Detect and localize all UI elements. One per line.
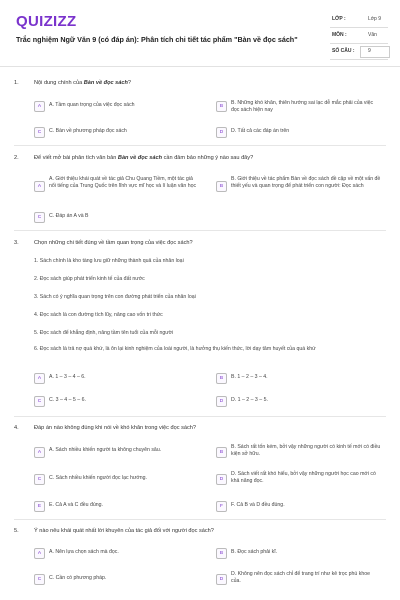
- option-letter-box: D: [216, 574, 227, 585]
- statement-4: 4. Đọc sách là con đường tích lũy, nâng cao vốn tri thức: [34, 312, 163, 318]
- option-letter-box: D: [216, 127, 227, 138]
- quiz-meta-table: [330, 12, 388, 60]
- question-text: Chọn những chi tiết đúng về tầm quan trọng của việc đọc sách?: [34, 240, 193, 246]
- option-text: A. Nên lựa chọn sách mà đọc.: [49, 549, 119, 555]
- question-text: Nội dung chính của Bàn về đọc sách?: [34, 80, 132, 86]
- option-text: B. Giới thiệu về tác phẩm Bàn về đọc sách đề cập về một vấn đề thiết yếu và quan trọng để phát triển con người: Đọc sách: [231, 176, 381, 189]
- option-text: D. Không nên đọc sách chỉ để trang trí như kẻ trọc phú khoe của.: [231, 571, 371, 584]
- question-number: 3.: [14, 240, 19, 246]
- option-letter-box: E: [34, 501, 45, 512]
- option-text: D. 1 – 2 – 3 – 5.: [231, 397, 268, 403]
- statement-6: 6. Đọc sách là trả nợ quá khứ, là ôn lại kinh nghiệm của loài người, là hưởng thụ kiến thức, lời dạy tâm huyết của quá khứ: [34, 346, 316, 352]
- meta-value: Lớp 9: [368, 16, 382, 22]
- option-letter-box: F: [216, 501, 227, 512]
- option-letter-box: D: [216, 474, 227, 485]
- meta-row-class: [330, 12, 388, 28]
- statement-2: 2. Đọc sách giúp phát triển kinh tế của đất nước: [34, 276, 145, 282]
- option-letter-box: C: [34, 396, 45, 407]
- meta-label: LỚP :: [332, 16, 346, 22]
- meta-row-question-count: [330, 44, 388, 60]
- question-number: 1.: [14, 80, 19, 86]
- option-letter-box: A: [34, 181, 45, 192]
- option-letter-box: B: [216, 373, 227, 384]
- option-text: D. Tất cả các đáp án trên: [231, 128, 290, 134]
- option-letter-box: A: [34, 447, 45, 458]
- question-number: 2.: [14, 155, 19, 161]
- option-text: A. 1 – 3 – 4 – 6.: [49, 374, 86, 380]
- statement-1: 1. Sách chính là kho tàng lưu giữ những thành quả của nhân loại: [34, 258, 184, 264]
- option-text: C. 3 – 4 – 5 – 6.: [49, 397, 86, 403]
- option-letter-box: B: [216, 181, 227, 192]
- quizizz-logo[interactable]: QUIZIZZ: [16, 13, 77, 30]
- meta-value: Văn: [368, 32, 377, 38]
- option-letter-box: A: [34, 101, 45, 112]
- meta-label: SỐ CÂU :: [332, 48, 355, 54]
- question-divider: [14, 230, 386, 231]
- option-letter-box: C: [34, 127, 45, 138]
- option-text: F. Cả B và D đều đúng.: [231, 502, 285, 508]
- statement-5: 5. Đọc sách để khẳng định, nâng tầm tên tuổi của mỗi người: [34, 330, 174, 336]
- option-text: A. Giới thiệu khái quát về tác giả Chu Quang Tiềm, một tác giả nổi tiếng của Trung Quốc trên lĩnh vực mĩ học và lí luận văn học: [49, 176, 197, 189]
- page-header: [0, 0, 400, 66]
- option-letter-box: B: [216, 447, 227, 458]
- option-text: C. Bàn về phương pháp đọc sách: [49, 128, 127, 134]
- option-text: B. Sách rất tốn kém, bởi vậy những người có kinh tế mới có điều kiện sở hữu.: [231, 444, 381, 457]
- option-letter-box: C: [34, 574, 45, 585]
- question-text: Ý nào nêu khái quát nhất lời khuyên của tác giả đối với người đọc sách?: [34, 528, 214, 534]
- option-text: B. Những khó khăn, thiên hướng sai lạc dễ mắc phải của việc đọc sách hiện nay: [231, 100, 374, 113]
- meta-value-box: [360, 46, 390, 58]
- header-divider: [0, 66, 400, 67]
- option-text: A. Sách nhiều khiến người ta không chuyên sâu.: [49, 447, 162, 453]
- option-letter-box: D: [216, 396, 227, 407]
- question-divider: [14, 416, 386, 417]
- question-number: 4.: [14, 425, 19, 431]
- question-number: 5.: [14, 528, 19, 534]
- question-text: Để viết mở bài phân tích văn bản Bàn về đọc sách cần đảm bảo những ý nào sau đây?: [34, 155, 254, 161]
- option-text: D. Sách viết rất khó hiểu, bởi vậy những người học cao mới có khả năng đọc.: [231, 471, 376, 484]
- question-divider: [14, 519, 386, 520]
- option-letter-box: B: [216, 548, 227, 559]
- option-text: B. Đọc sách phải kĩ.: [231, 549, 278, 555]
- option-text: C. Cần có phương pháp.: [49, 575, 107, 581]
- option-text: E. Cả A và C đều đúng.: [49, 502, 103, 508]
- page-title: Trắc nghiệm Ngữ Văn 9 (có đáp án): Phân tích chi tiết tác phẩm "Bàn về đọc sách": [16, 35, 298, 44]
- option-text: B. 1 – 2 – 3 – 4.: [231, 374, 268, 380]
- question-text: Đáp án nào không đúng khi nói về khó khăn trong việc đọc sách?: [34, 425, 197, 431]
- option-letter-box: C: [34, 474, 45, 485]
- option-letter-box: A: [34, 373, 45, 384]
- option-text: C. Đáp án A và B: [49, 213, 89, 219]
- option-text: C. Sách nhiều khiến người đọc lạc hướng.: [49, 475, 147, 481]
- meta-label: MÔN :: [332, 32, 347, 38]
- option-letter-box: C: [34, 212, 45, 223]
- meta-row-subject: [330, 28, 388, 44]
- question-divider: [14, 145, 386, 146]
- meta-value: 9: [368, 48, 371, 54]
- statement-3: 3. Sách có ý nghĩa quan trọng trên con đường phát triển của nhân loại: [34, 294, 196, 300]
- option-text: A. Tầm quan trọng của việc đọc sách: [49, 102, 135, 108]
- option-letter-box: A: [34, 548, 45, 559]
- option-letter-box: B: [216, 101, 227, 112]
